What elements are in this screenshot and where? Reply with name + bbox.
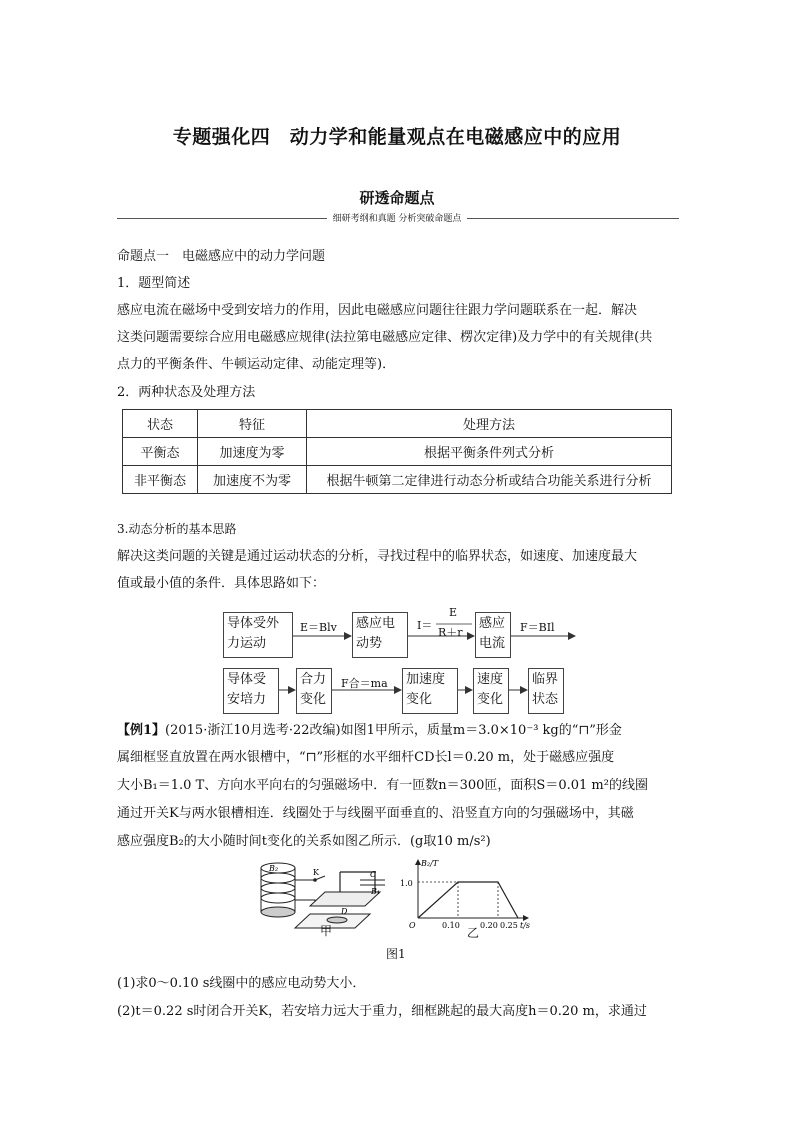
apparatus-label: B₁ <box>371 887 381 896</box>
item1-line-3: 点力的平衡条件、牛顿运动定律、动能定理等)． <box>117 357 396 372</box>
flow-box-line: 变化 <box>406 692 433 707</box>
apparatus-label: K <box>313 868 319 877</box>
question-2: (2)t＝0.22 s时闭合开关K，若安培力远大于重力，细框跳起的最大高度h＝0.20 m，求通过 <box>117 1004 647 1019</box>
table-cell: 根据牛顿第二定律进行动态分析或结合功能关系进行分析 <box>307 466 672 494</box>
item3-title: 3.动态分析的基本思路 <box>117 522 237 536</box>
example-line-2: 属细框竖直放置在两水银槽中，“⊓”形框的水平细杆CD长l＝0.20 m，处于磁感应强度 <box>117 750 615 765</box>
figure-label-yi: 乙 <box>467 926 480 940</box>
item1-line-2: 这类问题需要综合应用电磁感应规律(法拉第电磁感应定律、楞次定律)及力学中的有关规律(共 <box>117 330 653 345</box>
flow-box-line: 变化 <box>477 692 504 707</box>
apparatus-label: C <box>370 870 377 879</box>
wire <box>295 876 325 880</box>
example-text: (2015·浙江10月选考·22改编)如图1甲所示，质量m＝3.0×10⁻³ kg的“⊓”形金 <box>165 723 622 738</box>
flow-box-line: 安培力 <box>227 692 267 707</box>
example-line-3: 大小B₁＝1.0 T、方向水平向右的匀强磁场中．有一匝数n＝300匝，面积S＝0.01 m²的线圈 <box>117 778 648 793</box>
arrow-label-current: I＝ <box>417 619 433 632</box>
flow-box-line: 导体受 <box>227 672 267 687</box>
x-tick-label: 0.25 <box>500 921 518 930</box>
topic-heading: 命题点一 电磁感应中的动力学问题 <box>117 249 326 264</box>
apparatus-label: B₂ <box>269 864 279 873</box>
table-cell: 根据平衡条件列式分析 <box>307 438 672 466</box>
page-title: 专题强化四 动力学和能量观点在电磁感应中的应用 <box>172 126 622 148</box>
item1-line-1: 感应电流在磁场中受到安培力的作用，因此电磁感应问题往往跟力学问题联系在一起．解决 <box>117 303 638 318</box>
x-tick-label: 0.10 <box>442 921 460 930</box>
x-tick-label: 0.20 <box>480 921 498 930</box>
flow-box-line: 状态 <box>532 692 559 707</box>
table-cell: 加速度不为零 <box>198 466 307 494</box>
table-header: 处理方法 <box>307 410 672 438</box>
flow-box-line: 导体受外 <box>227 616 280 631</box>
apparatus-label: D <box>341 907 348 916</box>
x-axis-label: t/s <box>520 921 531 930</box>
y-axis-label: B₂/T <box>421 859 439 868</box>
section-title: 研透命题点 <box>359 189 435 207</box>
flow-box-line: 感应 <box>479 616 506 631</box>
flow-box-line: 动势 <box>356 636 383 651</box>
flow-box-line: 电流 <box>479 636 506 651</box>
fraction-denominator: R＋r <box>438 626 463 639</box>
b2-line <box>418 882 518 918</box>
flow-box-line: 合力 <box>300 672 327 687</box>
item2-title: 2．两种状态及处理方法 <box>117 385 256 400</box>
table-cell: 非平衡态 <box>123 466 198 494</box>
flow-box-line: 加速度 <box>406 672 446 687</box>
table-cell: 加速度为零 <box>198 438 307 466</box>
figure-caption: 图1 <box>386 947 406 961</box>
arrow-label-force: F＝BIl <box>520 621 555 634</box>
example-tag: 【例1】 <box>117 723 166 738</box>
item3-line-2: 值或最小值的条件．具体思路如下： <box>117 576 326 591</box>
fraction-numerator: E <box>449 606 458 619</box>
y-tick-label: 1.0 <box>400 879 413 888</box>
origin-label: O <box>409 921 416 930</box>
arrow-label-emf: E＝Blv <box>300 621 337 634</box>
table-cell: 平衡态 <box>123 438 198 466</box>
figure-label-jia: 甲 <box>320 924 333 938</box>
question-1: (1)求0～0.10 s线圈中的感应电动势大小． <box>117 976 366 991</box>
item1-title: 1．题型简述 <box>117 276 191 291</box>
graph-series <box>418 882 518 918</box>
switch-icon <box>313 878 317 882</box>
section-subtitle-text: 细研考纲和真题 分析突破命题点 <box>327 214 468 224</box>
example-line-1 <box>117 718 679 744</box>
flow-box-line: 速度 <box>477 672 504 687</box>
flow-box-line: 变化 <box>300 692 327 707</box>
example-line-5: 感应强度B₂的大小随时间t变化的关系如图乙所示．(g取10 m/s²) <box>117 834 491 849</box>
arrow-label-net-force: F合＝ma <box>341 677 388 690</box>
item3-line-1: 解决这类问题的关键是通过运动状态的分析，寻找过程中的临界状态，如速度、加速度最大 <box>117 549 638 564</box>
flow-box-line: 临界 <box>532 672 559 687</box>
b2-time-graph <box>396 856 536 934</box>
flow-box-line: 感应电 <box>356 616 396 631</box>
mercury-trough-icon <box>310 892 380 906</box>
flow-box-line: 力运动 <box>227 636 267 651</box>
example-line-4: 通过开关K与两水银槽相连．线圈处于与线圈平面垂直的、沿竖直方向的匀强磁场中，其磁 <box>117 806 634 821</box>
table-header: 状态 <box>123 410 198 438</box>
table-header: 特征 <box>198 410 307 438</box>
